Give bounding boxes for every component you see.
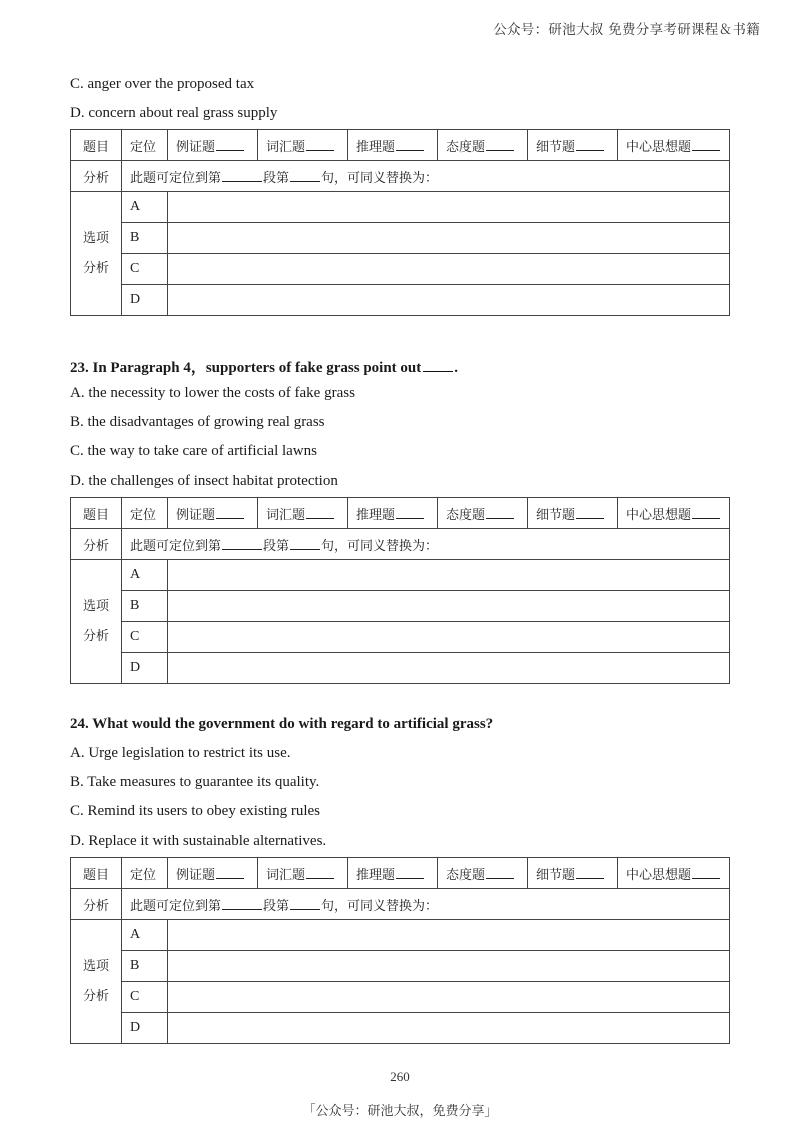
option-letter-d: D (122, 285, 168, 316)
row-label-topic: 题目 (71, 858, 122, 889)
option-d-answer-cell (168, 1013, 730, 1044)
option-letter-c: C (122, 622, 168, 653)
row-label-topic: 题目 (71, 498, 122, 529)
q24-title: 24. What would the government do with regard to artificial grass? (70, 716, 494, 732)
type-main-idea: 中心思想题 (618, 858, 730, 889)
q23-option-d: D. the challenges of insect habitat protection (70, 473, 338, 489)
option-letter-b: B (122, 223, 168, 254)
q23-option-c: C. the way to take care of artificial lawns (70, 443, 317, 459)
option-b-answer-cell (168, 591, 730, 622)
option-letter-c: C (122, 254, 168, 285)
option-b-answer-cell (168, 951, 730, 982)
q23-option-a: A. the necessity to lower the costs of fake grass (70, 385, 355, 401)
type-inference: 推理题 (348, 858, 438, 889)
type-detail: 细节题 (528, 498, 618, 529)
type-locate: 定位 (122, 858, 168, 889)
option-d-answer-cell (168, 285, 730, 316)
type-example: 例证题 (168, 858, 258, 889)
option-letter-c: C (122, 982, 168, 1013)
analysis-table-q22 (70, 129, 730, 316)
q24-option-c: C. Remind its users to obey existing rules (70, 803, 320, 819)
type-example: 例证题 (168, 130, 258, 161)
row-label-analysis: 分析 (71, 889, 122, 920)
analysis-table-q24 (70, 857, 730, 1044)
option-a-answer-cell (168, 920, 730, 951)
page-header: 公众号：研池大叔 免费分享考研课程＆书籍 (493, 22, 760, 38)
page-number: 260 (390, 1069, 410, 1084)
option-b-answer-cell (168, 223, 730, 254)
type-detail: 细节题 (528, 858, 618, 889)
option-letter-a: A (122, 920, 168, 951)
options-analysis-label: 选项 分析 (71, 560, 122, 684)
type-attitude: 态度题 (438, 130, 528, 161)
options-analysis-label: 选项 分析 (71, 192, 122, 316)
option-letter-d: D (122, 1013, 168, 1044)
option-letter-b: B (122, 591, 168, 622)
option-letter-b: B (122, 951, 168, 982)
option-a-answer-cell (168, 560, 730, 591)
type-locate: 定位 (122, 498, 168, 529)
type-main-idea: 中心思想题 (618, 498, 730, 529)
type-inference: 推理题 (348, 498, 438, 529)
type-inference: 推理题 (348, 130, 438, 161)
type-attitude: 态度题 (438, 498, 528, 529)
type-example: 例证题 (168, 498, 258, 529)
type-vocabulary: 词汇题 (258, 498, 348, 529)
option-letter-a: A (122, 560, 168, 591)
analysis-table-q23 (70, 497, 730, 684)
row-label-analysis: 分析 (71, 161, 122, 192)
q23-title: 23. In Paragraph 4，supporters of fake grass point out . (70, 360, 459, 376)
locate-sentence: 此题可定位到第 段第 句，可同义替换为： (122, 529, 730, 560)
option-letter-d: D (122, 653, 168, 684)
q23-option-b: B. the disadvantages of growing real grass (70, 414, 325, 430)
q22-option-d: D. concern about real grass supply (70, 105, 278, 121)
type-detail: 细节题 (528, 130, 618, 161)
q24-option-b: B. Take measures to guarantee its quality. (70, 774, 320, 790)
option-c-answer-cell (168, 982, 730, 1013)
option-d-answer-cell (168, 653, 730, 684)
options-analysis-label: 选项 分析 (71, 920, 122, 1044)
page-footer: 「公众号：研池大叔，免费分享」 (302, 1104, 498, 1119)
option-c-answer-cell (168, 254, 730, 285)
option-c-answer-cell (168, 622, 730, 653)
row-label-analysis: 分析 (71, 529, 122, 560)
locate-sentence: 此题可定位到第 段第 句，可同义替换为： (122, 161, 730, 192)
q22-option-c: C. anger over the proposed tax (70, 76, 255, 92)
q24-option-d: D. Replace it with sustainable alternatives. (70, 833, 327, 849)
locate-sentence: 此题可定位到第 段第 句，可同义替换为： (122, 889, 730, 920)
type-main-idea: 中心思想题 (618, 130, 730, 161)
type-locate: 定位 (122, 130, 168, 161)
option-letter-a: A (122, 192, 168, 223)
option-a-answer-cell (168, 192, 730, 223)
row-label-topic: 题目 (71, 130, 122, 161)
type-attitude: 态度题 (438, 858, 528, 889)
type-vocabulary: 词汇题 (258, 858, 348, 889)
type-vocabulary: 词汇题 (258, 130, 348, 161)
q24-option-a: A. Urge legislation to restrict its use. (70, 745, 291, 761)
